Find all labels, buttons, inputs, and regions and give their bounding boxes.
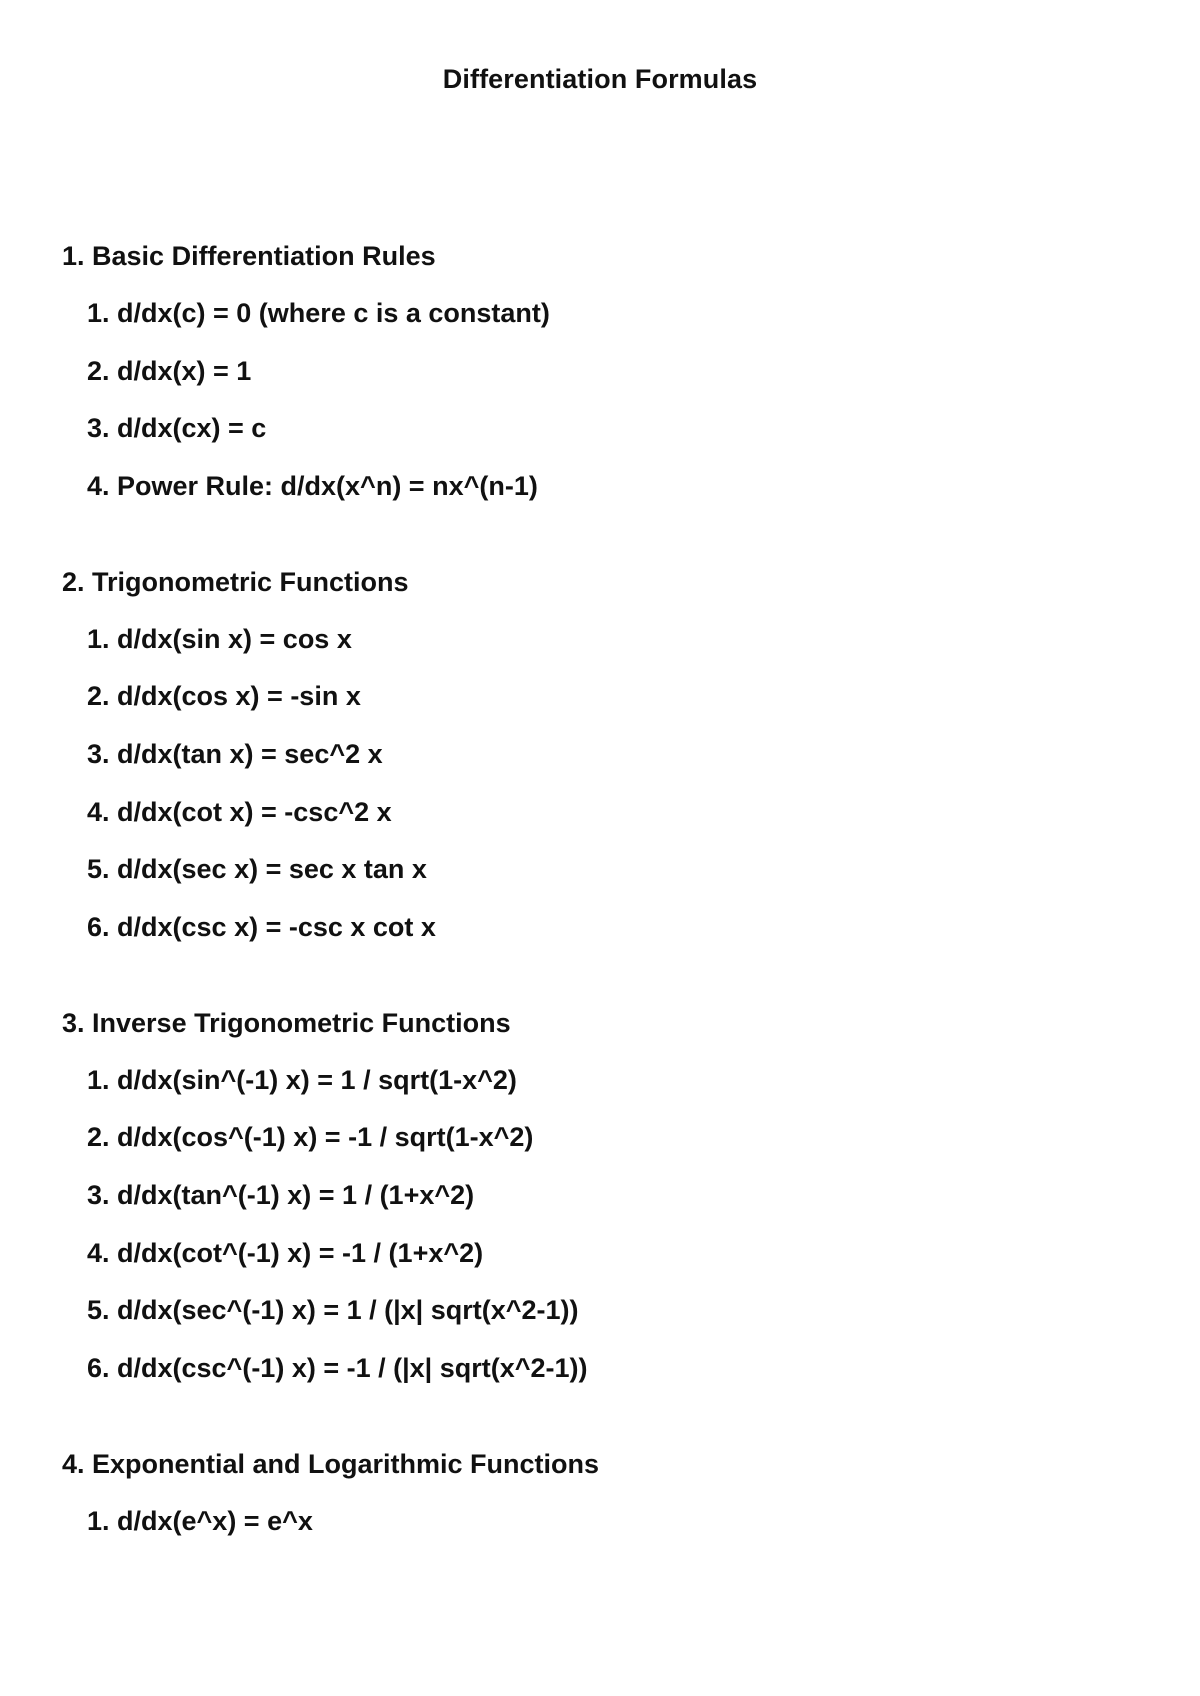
formula-list <box>62 293 1160 506</box>
formula-list <box>62 619 1160 947</box>
formula-item: 4. d/dx(cot^(-1) x) = -1 / (1+x^2) <box>87 1237 484 1268</box>
formula-sections <box>62 236 1160 1597</box>
formula-item: 1. d/dx(c) = 0 (where c is a constant) <box>87 298 550 328</box>
formula-item: 6. d/dx(csc x) = -csc x cot x <box>87 911 436 942</box>
section-trigonometric <box>62 562 1160 947</box>
formula-item: 2. d/dx(cos x) = -sin x <box>87 681 361 712</box>
formula-item: 1. d/dx(sin^(-1) x) = 1 / sqrt(1-x^2) <box>87 1064 517 1095</box>
formula-list <box>62 1060 1160 1388</box>
section-heading: 4. Exponential and Logarithmic Functions <box>62 1448 600 1479</box>
formula-item: 4. d/dx(cot x) = -csc^2 x <box>87 796 392 827</box>
formula-item: 5. d/dx(sec x) = sec x tan x <box>87 854 427 885</box>
formula-item: 2. d/dx(x) = 1 <box>87 355 252 386</box>
formula-item: 1. d/dx(sin x) = cos x <box>87 623 352 654</box>
section-inverse-trigonometric <box>62 1003 1160 1388</box>
formula-item: 3. d/dx(tan x) = sec^2 x <box>87 738 383 769</box>
formula-item: 3. d/dx(tan^(-1) x) = 1 / (1+x^2) <box>87 1179 475 1210</box>
formula-item: 2. d/dx(cos^(-1) x) = -1 / sqrt(1-x^2) <box>87 1122 534 1153</box>
section-heading: 1. Basic Differentiation Rules <box>62 241 436 271</box>
formula-item: 5. d/dx(sec^(-1) x) = 1 / (|x| sqrt(x^2-1)) <box>87 1295 579 1326</box>
page-title: Differentiation Formulas <box>442 64 758 94</box>
section-heading: 3. Inverse Trigonometric Functions <box>62 1007 511 1038</box>
section-exponential-logarithmic <box>62 1444 1160 1541</box>
formula-list <box>62 1501 1160 1541</box>
formula-item: 3. d/dx(cx) = c <box>87 413 267 444</box>
formula-item: 1. d/dx(e^x) = e^x <box>87 1505 313 1536</box>
formula-item: 4. Power Rule: d/dx(x^n) = nx^(n-1) <box>87 470 538 501</box>
formula-item: 6. d/dx(csc^(-1) x) = -1 / (|x| sqrt(x^2-1)) <box>87 1352 588 1383</box>
section-heading: 2. Trigonometric Functions <box>62 566 409 597</box>
section-basic-rules <box>62 236 1160 506</box>
